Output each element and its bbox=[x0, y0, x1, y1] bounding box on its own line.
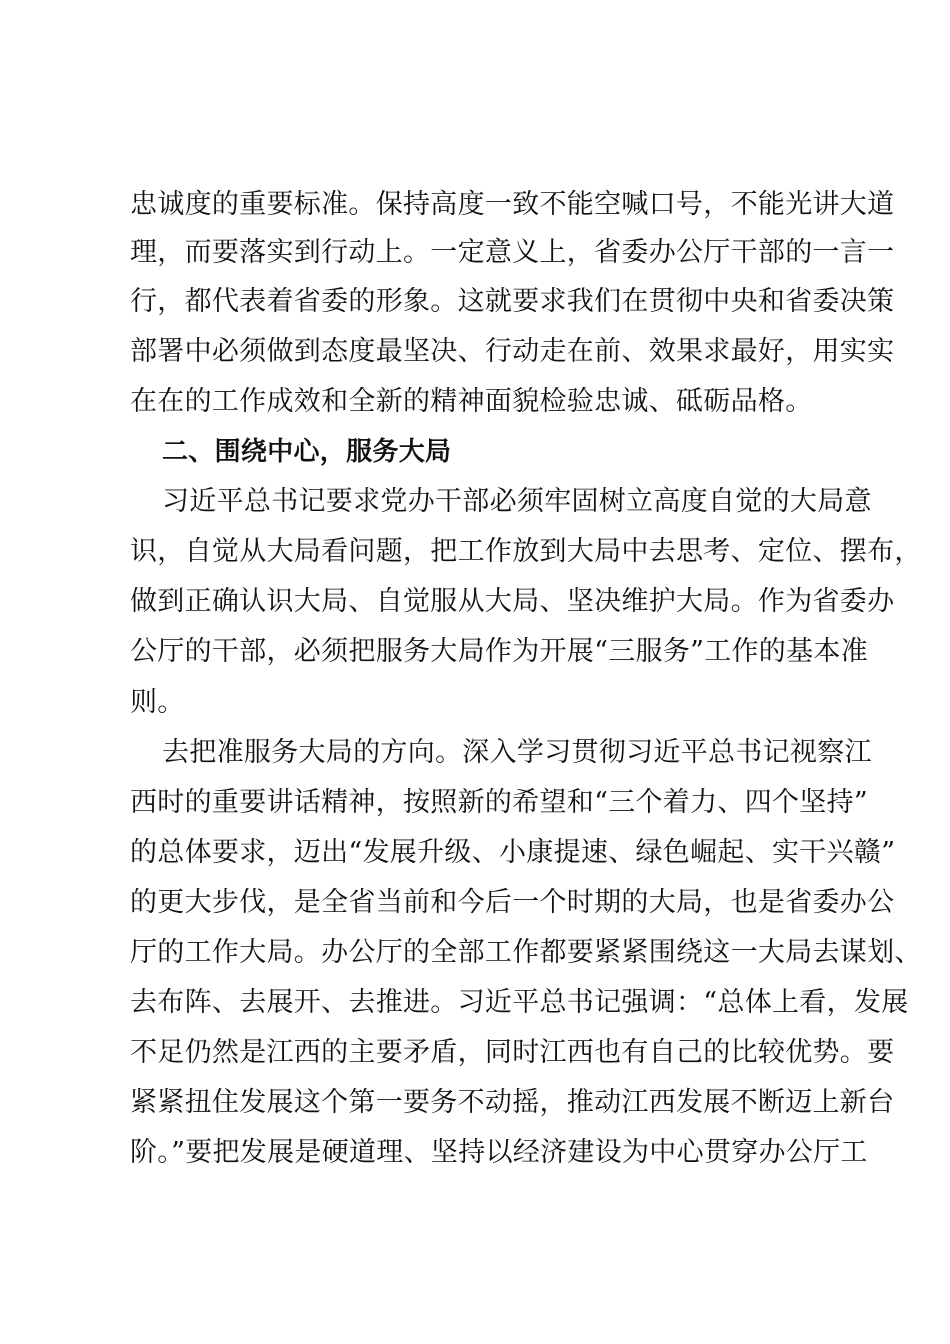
paragraph-line: 西时的重要讲话精神，按照新的希望和“三个着力、四个坚持” bbox=[130, 787, 869, 818]
paragraph-line: 识，自觉从大局看问题，把工作放到大局中去思考、定位、摆布， bbox=[130, 536, 922, 567]
paragraph-line: 忠诚度的重要标准。保持高度一致不能空喊口号，不能光讲大道 bbox=[130, 189, 895, 220]
paragraph-line: 不足仍然是江西的主要矛盾，同时江西也有自己的比较优势。要 bbox=[130, 1037, 895, 1068]
paragraph-line: 行，都代表着省委的形象。这就要求我们在贯彻中央和省委决策 bbox=[130, 286, 895, 317]
paragraph-line: 则。 bbox=[130, 687, 185, 718]
paragraph-line: 去布阵、去展开、去推进。习近平总书记强调：“总体上看，发展 bbox=[130, 987, 909, 1018]
section-heading: 二、围绕中心，服务大局 bbox=[162, 437, 452, 467]
paragraph-line: 部署中必须做到态度最坚决、行动走在前、效果求最好，用实实 bbox=[130, 336, 895, 367]
paragraph-line: 习近平总书记要求党办干部必须牢固树立高度自觉的大局意 bbox=[162, 486, 872, 517]
paragraph-line: 阶。”要把发展是硬道理、坚持以经济建设为中心贯穿办公厅工 bbox=[130, 1137, 868, 1168]
paragraph-line: 的更大步伐，是全省当前和今后一个时期的大局，也是省委办公 bbox=[130, 887, 895, 918]
paragraph-line: 紧紧扭住发展这个第一要务不动摇，推动江西发展不断迈上新台 bbox=[130, 1087, 895, 1118]
paragraph-line: 做到正确认识大局、自觉服从大局、坚决维护大局。作为省委办 bbox=[130, 586, 895, 617]
paragraph-line: 厅的工作大局。办公厅的全部工作都要紧紧围绕这一大局去谋划、 bbox=[130, 937, 922, 968]
paragraph-line: 在在的工作成效和全新的精神面貌检验忠诚、砥砺品格。 bbox=[130, 386, 813, 417]
paragraph-line: 公厅的干部，必须把服务大局作为开展“三服务”工作的基本准 bbox=[130, 636, 869, 667]
paragraph-line: 理，而要落实到行动上。一定意义上，省委办公厅干部的一言一 bbox=[130, 237, 895, 268]
paragraph-line: 的总体要求，迈出“发展升级、小康提速、绿色崛起、实干兴赣” bbox=[130, 837, 896, 868]
paragraph-line: 去把准服务大局的方向。深入学习贯彻习近平总书记视察江 bbox=[162, 737, 872, 768]
